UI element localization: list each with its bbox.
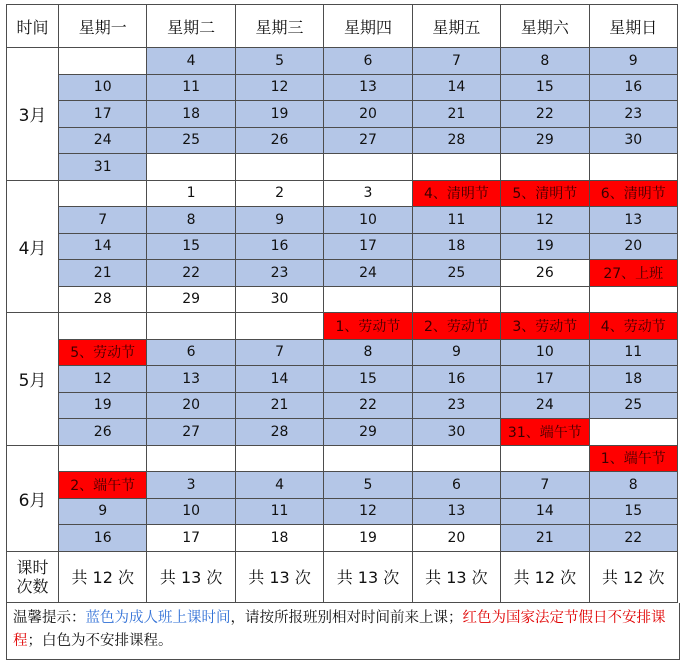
lesson-count-label-text [16,558,48,596]
class-day-cell: 13 [412,498,500,525]
no-class-cell [412,445,500,472]
class-day-cell: 21 [235,392,323,419]
no-class-cell: 17 [147,525,235,552]
class-day-cell: 7 [412,48,500,75]
week-row [7,313,678,340]
class-day-cell: 14 [235,366,323,393]
class-day-cell: 23 [589,101,677,128]
week-row [7,339,678,366]
schedule-table [6,4,678,603]
class-day-cell: 19 [501,233,589,260]
week-row [7,127,678,154]
month-label: 3月 [7,48,59,181]
no-class-cell [147,154,235,181]
lesson-count-sunday: 共 12 次 [589,551,677,602]
class-day-cell: 19 [235,101,323,128]
week-row [7,472,678,499]
header-tuesday: 星期二 [147,5,235,48]
class-day-cell: 15 [147,233,235,260]
tip-red-text: 红色为国家法定节假日不安排课程 [13,609,666,649]
header-saturday: 星期六 [501,5,589,48]
class-day-cell: 14 [59,233,147,260]
class-day-cell: 17 [59,101,147,128]
week-row [7,74,678,101]
class-day-cell: 16 [589,74,677,101]
class-day-cell: 8 [589,472,677,499]
week-row [7,392,678,419]
no-class-cell: 18 [235,525,323,552]
class-day-cell: 11 [235,498,323,525]
class-day-cell: 16 [235,233,323,260]
class-day-cell: 3 [147,472,235,499]
no-class-cell: 28 [59,286,147,313]
week-row [7,366,678,393]
class-day-cell: 9 [235,207,323,234]
no-class-cell [501,286,589,313]
schedule-container [6,4,678,660]
week-row [7,260,678,287]
class-day-cell: 23 [235,260,323,287]
no-class-cell [59,180,147,207]
week-row [7,286,678,313]
lesson-count-label-line1: 课时 [16,557,49,577]
class-day-cell: 11 [589,339,677,366]
class-day-cell: 21 [59,260,147,287]
lesson-count-tuesday: 共 13 次 [147,551,235,602]
no-class-cell [501,445,589,472]
class-day-cell: 20 [147,392,235,419]
no-class-cell: 29 [147,286,235,313]
holiday-cell: 3、劳动节 [501,313,589,340]
no-class-cell [235,445,323,472]
class-day-cell: 24 [59,127,147,154]
no-class-cell [59,445,147,472]
header-thursday: 星期四 [324,5,412,48]
class-day-cell: 25 [147,127,235,154]
holiday-cell: 6、清明节 [589,180,677,207]
lesson-count-wednesday: 共 13 次 [235,551,323,602]
class-day-cell: 15 [324,366,412,393]
class-day-cell: 15 [501,74,589,101]
class-day-cell: 11 [147,74,235,101]
class-day-cell: 7 [501,472,589,499]
class-day-cell: 5 [235,48,323,75]
tip-suffix: ；白色为不安排课程。 [27,632,173,649]
header-time: 时间 [7,5,59,48]
class-day-cell: 25 [589,392,677,419]
tip-prefix: 温馨提示： [13,609,86,626]
week-row [7,233,678,260]
class-day-cell: 29 [324,419,412,446]
class-day-cell: 8 [147,207,235,234]
class-day-cell: 8 [501,48,589,75]
no-class-cell [235,313,323,340]
class-day-cell: 13 [589,207,677,234]
class-day-cell: 28 [412,127,500,154]
class-day-cell: 6 [147,339,235,366]
week-row [7,180,678,207]
class-day-cell: 14 [501,498,589,525]
holiday-cell: 2、端午节 [59,472,147,499]
class-day-cell: 31 [59,154,147,181]
tip-blue-text: 蓝色为成人班上课时间 [85,609,231,626]
no-class-cell [589,419,677,446]
class-day-cell: 4 [235,472,323,499]
no-class-cell: 3 [324,180,412,207]
lesson-count-monday: 共 12 次 [59,551,147,602]
header-friday: 星期五 [412,5,500,48]
class-day-cell: 24 [501,392,589,419]
no-class-cell [324,445,412,472]
class-day-cell: 22 [501,101,589,128]
week-row [7,445,678,472]
class-day-cell: 30 [589,127,677,154]
class-day-cell: 16 [59,525,147,552]
no-class-cell [324,286,412,313]
class-day-cell: 9 [589,48,677,75]
class-day-cell: 13 [147,366,235,393]
class-day-cell: 18 [147,101,235,128]
holiday-cell: 5、清明节 [501,180,589,207]
week-row [7,207,678,234]
no-class-cell: 30 [235,286,323,313]
lesson-count-row [7,551,678,602]
week-row [7,101,678,128]
class-day-cell: 30 [412,419,500,446]
class-day-cell: 11 [412,207,500,234]
no-class-cell [235,154,323,181]
no-class-cell [589,154,677,181]
tip-middle: ，请按所报班别相对时间前来上课； [230,609,463,626]
holiday-cell: 2、劳动节 [412,313,500,340]
holiday-cell: 4、清明节 [412,180,500,207]
month-label: 5月 [7,313,59,446]
class-day-cell: 18 [412,233,500,260]
class-day-cell: 24 [324,260,412,287]
no-class-cell [501,154,589,181]
class-day-cell: 12 [324,498,412,525]
no-class-cell [412,286,500,313]
class-day-cell: 9 [59,498,147,525]
class-day-cell: 13 [324,74,412,101]
class-day-cell: 6 [412,472,500,499]
month-label: 4月 [7,180,59,313]
class-day-cell: 16 [412,366,500,393]
schedule-body [7,48,678,552]
class-day-cell: 10 [324,207,412,234]
lesson-count-label [7,551,59,602]
lesson-count-friday: 共 13 次 [412,551,500,602]
class-day-cell: 23 [412,392,500,419]
no-class-cell: 1 [147,180,235,207]
class-day-cell: 10 [501,339,589,366]
header-sunday: 星期日 [589,5,677,48]
class-day-cell: 20 [324,101,412,128]
lesson-count-thursday: 共 13 次 [324,551,412,602]
class-day-cell: 17 [501,366,589,393]
class-day-cell: 12 [235,74,323,101]
header-row [7,5,678,48]
holiday-cell: 5、劳动节 [59,339,147,366]
week-row [7,498,678,525]
class-day-cell: 7 [59,207,147,234]
class-day-cell: 21 [412,101,500,128]
header-monday: 星期一 [59,5,147,48]
class-day-cell: 22 [324,392,412,419]
holiday-cell: 27、上班 [589,260,677,287]
no-class-cell [147,313,235,340]
class-day-cell: 21 [501,525,589,552]
class-day-cell: 5 [324,472,412,499]
class-day-cell: 9 [412,339,500,366]
week-row [7,154,678,181]
class-day-cell: 18 [589,366,677,393]
lesson-count-label-line2: 次数 [16,576,49,596]
week-row [7,48,678,75]
class-day-cell: 27 [324,127,412,154]
no-class-cell [59,313,147,340]
class-day-cell: 26 [59,419,147,446]
no-class-cell [324,154,412,181]
holiday-cell: 1、端午节 [589,445,677,472]
class-day-cell: 17 [324,233,412,260]
no-class-cell [147,445,235,472]
week-row [7,525,678,552]
class-day-cell: 7 [235,339,323,366]
class-day-cell: 22 [589,525,677,552]
class-day-cell: 10 [59,74,147,101]
holiday-cell: 4、劳动节 [589,313,677,340]
class-day-cell: 19 [59,392,147,419]
lesson-count-saturday: 共 12 次 [501,551,589,602]
class-day-cell: 20 [589,233,677,260]
class-day-cell: 28 [235,419,323,446]
holiday-cell: 1、劳动节 [324,313,412,340]
class-day-cell: 6 [324,48,412,75]
no-class-cell: 26 [501,260,589,287]
no-class-cell [589,286,677,313]
class-day-cell: 8 [324,339,412,366]
header-wednesday: 星期三 [235,5,323,48]
holiday-cell: 31、端午节 [501,419,589,446]
class-day-cell: 12 [59,366,147,393]
class-day-cell: 29 [501,127,589,154]
class-day-cell: 27 [147,419,235,446]
no-class-cell [412,154,500,181]
class-day-cell: 12 [501,207,589,234]
week-row [7,419,678,446]
tip-note [6,603,680,660]
no-class-cell: 20 [412,525,500,552]
class-day-cell: 25 [412,260,500,287]
no-class-cell [59,48,147,75]
class-day-cell: 4 [147,48,235,75]
class-day-cell: 26 [235,127,323,154]
class-day-cell: 10 [147,498,235,525]
month-label: 6月 [7,445,59,551]
class-day-cell: 22 [147,260,235,287]
no-class-cell: 19 [324,525,412,552]
class-day-cell: 14 [412,74,500,101]
no-class-cell: 2 [235,180,323,207]
class-day-cell: 15 [589,498,677,525]
